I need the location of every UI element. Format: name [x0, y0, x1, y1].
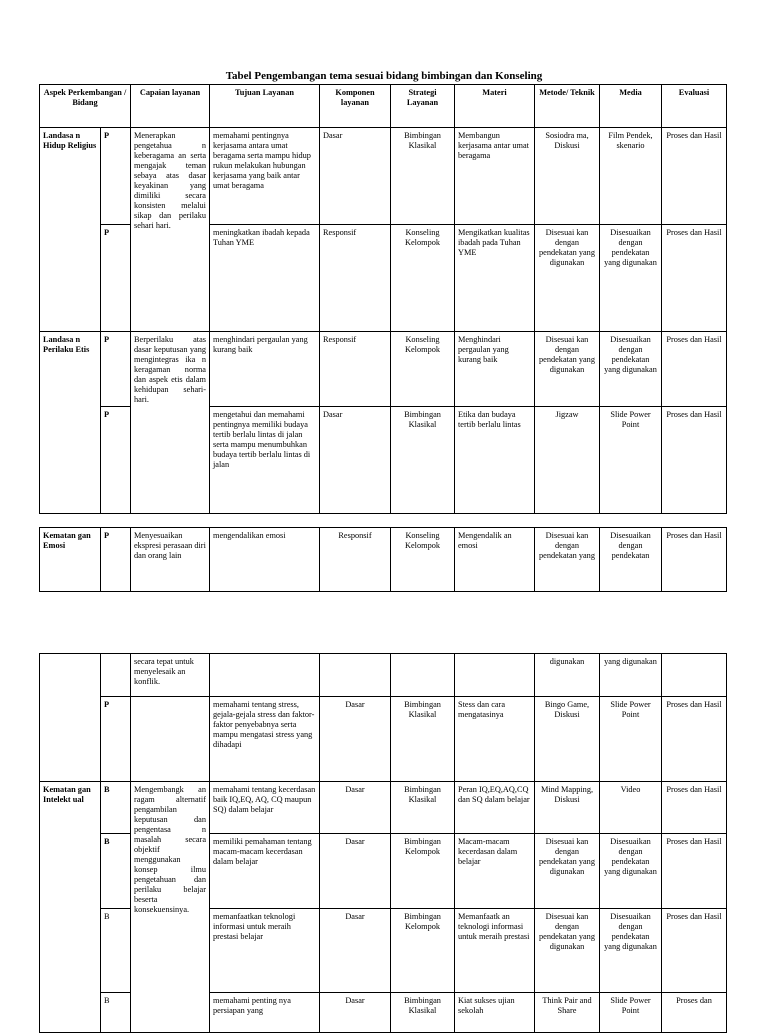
materi-cell: Stess dan cara mengatasinya — [455, 697, 535, 782]
komponen-cell: Responsif — [320, 528, 391, 592]
strategi-cell: Bimbingan Klasikal — [391, 407, 455, 514]
media-cell: Disesuaikan dengan pendekatan yang digunakan — [600, 834, 662, 909]
bidang-cell: B — [101, 909, 131, 993]
komponen-cell: Dasar — [320, 407, 391, 514]
komponen-cell: Dasar — [320, 909, 391, 993]
strategi-cell: Bimbingan Klasikal — [391, 128, 455, 225]
metode-cell: Disesuai kan dengan pendekatan yang digunakan — [535, 225, 600, 332]
table-row — [40, 128, 727, 225]
aspek-cell: Kematan gan Intelekt ual — [40, 782, 101, 1033]
bidang-cell — [101, 654, 131, 697]
header-media: Media — [600, 85, 662, 128]
capaian-cell: Menerapkan pengetahua n keberagama an serta mengajak teman sebaya atas dasar keyakinan yang dimiliki secara konsisten melalui sikap dan perilaku sehari hari. — [131, 128, 210, 332]
header-komponen: Komponen layanan — [320, 85, 391, 128]
strategi-cell: Bimbingan Kelompok — [391, 909, 455, 993]
strategi-cell: Konseling Kelompok — [391, 332, 455, 407]
metode-cell: Mind Mapping, Diskusi — [535, 782, 600, 834]
tujuan-cell: memahami tentang kecerdasan baik IQ,EQ, AQ, CQ maupun SQ) dalam belajar — [210, 782, 320, 834]
metode-cell: Sosiodra ma, Diskusi — [535, 128, 600, 225]
bidang-cell: B — [101, 993, 131, 1033]
header-materi: Materi — [455, 85, 535, 128]
media-cell: yang digunakan — [600, 654, 662, 697]
tujuan-cell — [210, 654, 320, 697]
table-row — [40, 528, 727, 592]
bidang-cell: B — [101, 834, 131, 909]
strategi-cell: Bimbingan Klasikal — [391, 697, 455, 782]
media-cell: Slide Power Point — [600, 697, 662, 782]
materi-cell: Menghindari pergaulan yang kurang baik — [455, 332, 535, 407]
komponen-cell: Dasar — [320, 697, 391, 782]
evaluasi-cell: Proses dan — [662, 993, 727, 1033]
capaian-cell: secara tepat untuk menyelesaik an konflik. — [131, 654, 210, 697]
evaluasi-cell: Proses dan Hasil — [662, 407, 727, 514]
metode-cell: Disesuai kan dengan pendekatan yang digunakan — [535, 909, 600, 993]
komponen-cell: Responsif — [320, 332, 391, 407]
metode-cell: Bingo Game, Diskusi — [535, 697, 600, 782]
bidang-cell: B — [101, 782, 131, 834]
evaluasi-cell: Proses dan Hasil — [662, 528, 727, 592]
materi-cell: Membangun kerjasama antar umat beragama — [455, 128, 535, 225]
metode-cell: Disesuai kan dengan pendekatan yang digunakan — [535, 332, 600, 407]
table-row — [40, 697, 727, 782]
development-table-part-3 — [39, 653, 727, 1033]
table-row — [40, 654, 727, 697]
aspek-cell — [40, 654, 101, 782]
evaluasi-cell: Proses dan Hasil — [662, 834, 727, 909]
materi-cell: Macam-macam kecerdasan dalam belajar — [455, 834, 535, 909]
komponen-cell: Responsif — [320, 225, 391, 332]
metode-cell: digunakan — [535, 654, 600, 697]
capaian-cell: Menyesuaikan ekspresi perasaan diri dan orang lain — [131, 528, 210, 592]
media-cell: Slide Power Point — [600, 407, 662, 514]
header-row — [40, 85, 727, 128]
capaian-cell: Mengembangk an ragam alternatif pengambilan keputusan dan pengentasa n masalah secara objektif menggunakan konsep ilmu pengetahuan dan perilaku belajar beserta konsekuensinya. — [131, 782, 210, 1033]
header-tujuan: Tujuan Layanan — [210, 85, 320, 128]
media-cell: Disesuaikan dengan pendekatan — [600, 528, 662, 592]
evaluasi-cell: Proses dan Hasil — [662, 782, 727, 834]
header-evaluasi: Evaluasi — [662, 85, 727, 128]
table-row — [40, 782, 727, 834]
materi-cell: Mengikatkan kualitas ibadah pada Tuhan YME — [455, 225, 535, 332]
komponen-cell: Dasar — [320, 782, 391, 834]
header-strategi: Strategi Layanan — [391, 85, 455, 128]
bidang-cell: P — [101, 128, 131, 225]
tujuan-cell: memahami penting nya persiapan yang — [210, 993, 320, 1033]
bidang-cell: P — [101, 225, 131, 332]
capaian-cell — [131, 697, 210, 782]
metode-cell: Disesuai kan dengan pendekatan yang digunakan — [535, 834, 600, 909]
header-metode: Metode/ Teknik — [535, 85, 600, 128]
development-table-part-2 — [39, 527, 727, 592]
media-cell: Slide Power Point — [600, 993, 662, 1033]
materi-cell: Peran IQ,EQ,AQ,CQ dan SQ dalam belajar — [455, 782, 535, 834]
strategi-cell: Konseling Kelompok — [391, 225, 455, 332]
tujuan-cell: memahami tentang stress, gejala-gejala stress dan faktor-faktor penyebabnya serta mampu mengatasi stress yang dihadapi — [210, 697, 320, 782]
komponen-cell — [320, 654, 391, 697]
header-aspek: Aspek Perkembangan / Bidang — [40, 85, 131, 128]
materi-cell — [455, 654, 535, 697]
metode-cell: Jigzaw — [535, 407, 600, 514]
evaluasi-cell: Proses dan Hasil — [662, 128, 727, 225]
metode-cell: Think Pair and Share — [535, 993, 600, 1033]
evaluasi-cell: Proses dan Hasil — [662, 332, 727, 407]
page-title: Tabel Pengembangan tema sesuai bidang bimbingan dan Konseling — [225, 70, 543, 82]
strategi-cell — [391, 654, 455, 697]
media-cell: Disesuaikan dengan pendekatan yang digunakan — [600, 332, 662, 407]
tujuan-cell: memiliki pemahaman tentang macam-macam kecerdasan dalam belajar — [210, 834, 320, 909]
tujuan-cell: mengendalikan emosi — [210, 528, 320, 592]
bidang-cell: P — [101, 528, 131, 592]
strategi-cell: Bimbingan Klasikal — [391, 782, 455, 834]
evaluasi-cell: Proses dan Hasil — [662, 909, 727, 993]
media-cell: Disesuaikan dengan pendekatan yang digunakan — [600, 225, 662, 332]
strategi-cell: Konseling Kelompok — [391, 528, 455, 592]
tujuan-cell: meningkatkan ibadah kepada Tuhan YME — [210, 225, 320, 332]
tujuan-cell: mengetahui dan memahami pentingnya memiliki budaya tertib berlalu lintas di jalan serta mampu menumbuhkan budaya tertib berlalu lintas di jalan — [210, 407, 320, 514]
evaluasi-cell — [662, 654, 727, 697]
strategi-cell: Bimbingan Klasikal — [391, 993, 455, 1033]
bidang-cell: P — [101, 407, 131, 514]
aspek-cell: Landasa n Hidup Religius — [40, 128, 101, 332]
metode-cell: Disesuai kan dengan pendekatan yang — [535, 528, 600, 592]
media-cell: Video — [600, 782, 662, 834]
materi-cell: Mengendalik an emosi — [455, 528, 535, 592]
komponen-cell: Dasar — [320, 834, 391, 909]
tujuan-cell: menghindari pergaulan yang kurang baik — [210, 332, 320, 407]
tujuan-cell: memanfaatkan teknologi informasi untuk meraih prestasi belajar — [210, 909, 320, 993]
komponen-cell: Dasar — [320, 993, 391, 1033]
materi-cell: Memanfaatk an teknologi informasi untuk meraih prestasi — [455, 909, 535, 993]
aspek-cell: Landasa n Perilaku Etis — [40, 332, 101, 514]
media-cell: Disesuaikan dengan pendekatan yang digunakan — [600, 909, 662, 993]
bidang-cell: P — [101, 332, 131, 407]
header-capaian: Capaian layanan — [131, 85, 210, 128]
materi-cell: Kiat sukses ujian sekolah — [455, 993, 535, 1033]
capaian-cell: Berperilaku atas dasar keputusan yang mengintegras ika n keragaman norma dan aspek etis dalam kehidupan sehari-hari. — [131, 332, 210, 514]
materi-cell: Etika dan budaya tertib berlalu lintas — [455, 407, 535, 514]
aspek-cell: Kematan gan Emosi — [40, 528, 101, 592]
development-table-part-1 — [39, 84, 727, 514]
evaluasi-cell: Proses dan Hasil — [662, 697, 727, 782]
bidang-cell: P — [101, 697, 131, 782]
table-row — [40, 332, 727, 407]
komponen-cell: Dasar — [320, 128, 391, 225]
strategi-cell: Bimbingan Kelompok — [391, 834, 455, 909]
evaluasi-cell: Proses dan Hasil — [662, 225, 727, 332]
media-cell: Film Pendek, skenario — [600, 128, 662, 225]
tujuan-cell: memahami pentingnya kerjasama antara umat beragama serta mampu hidup rukun melakukan hubungan kerjasama yang baik antar umat beragama — [210, 128, 320, 225]
